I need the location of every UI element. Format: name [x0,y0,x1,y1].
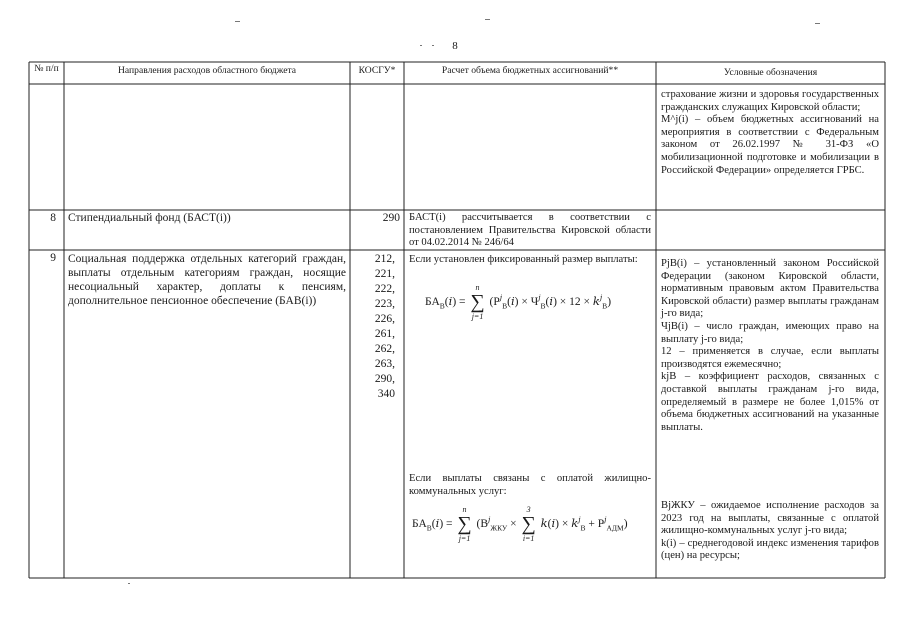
row9-number: 9 [50,252,56,264]
page-number: 8 [452,40,458,52]
row8-direction: Стипендиальный фонд (БАСТ(i)) [68,212,231,224]
row9-note-payment-size: РjВ(i) – установленный законом Российской Федерации (законом Кировской области, нормативным правовым актом Правительства Кировской области) размер выплаты гражданам j-го вида; [661,258,879,320]
row9-calc-intro-2: Если выплаты связаны с оплатой жилищно-коммунальных услуг: [409,473,651,497]
row-prev-notes [661,89,879,177]
row8-calc: БАСТ(i) рассчитывается в соответствии с постановлением Правительства Кировской области от 04.02.2014 № 246/64 [409,212,651,249]
kosgu-code: 263, [374,358,395,370]
row9-note-citizens-count: ЧjВ(i) – число граждан, имеющих право на выплату j-го вида; [661,320,879,345]
row9-kosgu-list [352,252,395,402]
kosgu-code: 290, [374,373,395,385]
row9-notes-1 [661,258,879,434]
row8-kosgu: 290 [382,212,400,224]
row9-calc-intro-1: Если установлен фиксированный размер выплаты: [409,254,638,265]
header-no: № п/п [34,63,59,74]
kosgu-code: 212, [374,253,395,265]
row9-note-housing-expenses: ВjЖКУ – ожидаемое исполнение расходов за 2023 год на выплаты, связанные с оплатой жилищно-коммунальных услуг j-го вида; [661,500,879,537]
kosgu-code: 261, [374,328,395,340]
header-direction: Направления расходов областного бюджета [117,65,297,76]
row9-direction: Социальная поддержка отдельных категорий граждан, выплаты отдельным категориям граждан, носящие несоциальный характер, доплаты к пенсиям, дополнительное пенсионное обеспечение (БАВ(i)) [68,253,346,307]
row8-number: 8 [50,212,56,224]
row9-note-tariff-index: k(i) – среднегодовой индекс изменения тарифов (цен) на ресурсы; [661,537,879,562]
row-prev-note-1: страхование жизни и здоровья государственных гражданских служащих Кировской области; [661,89,879,113]
row-prev-note-2: M^j(i) – объем бюджетных ассигнований на мероприятия в соответствии с Федеральным законом от 26.02.1997 № 31-ФЗ «О мобилизационной подготовке и мобилизации в Российской Федерации» определяется ГРБС. [661,114,879,176]
row9-note-monthly: 12 – применяется в случае, если выплаты производятся ежемесячно; [661,346,879,370]
kosgu-code: 262, [374,343,395,355]
kosgu-code: 340 [377,388,395,400]
kosgu-code: 226, [374,313,395,325]
row9-notes-2 [661,500,879,563]
kosgu-code: 221, [374,268,395,280]
row9-note-delivery-coef: kjВ – коэффициент расходов, связанных с доставкой выплаты гражданам j-го вида, определяемый в размере не более 1,015% от объема бюджетных ассигнований на указанные выплаты. [661,371,879,433]
kosgu-code: 222, [374,283,395,295]
header-calc: Расчет объема бюджетных ассигнований** [441,65,619,76]
formula-housing-utilities: $БА_В(i)$ = n ∑ j=1 ($В^j_{ЖКУ}$ × 3 ∑ i=1 $k(i) \times k^j_В + Р^j_{АДМ}$) [412,505,628,543]
header-notes: Условные обозначения [723,67,818,78]
header-kosgu: КОСГУ* [358,65,396,76]
formula-fixed-payment: $БА_В(i)$ = n ∑ j=1 $(Р^j_В(i) \times Ч^j_В(i) \times 12 \times k^j_В)$ [425,283,612,321]
kosgu-code: 223, [374,298,395,310]
